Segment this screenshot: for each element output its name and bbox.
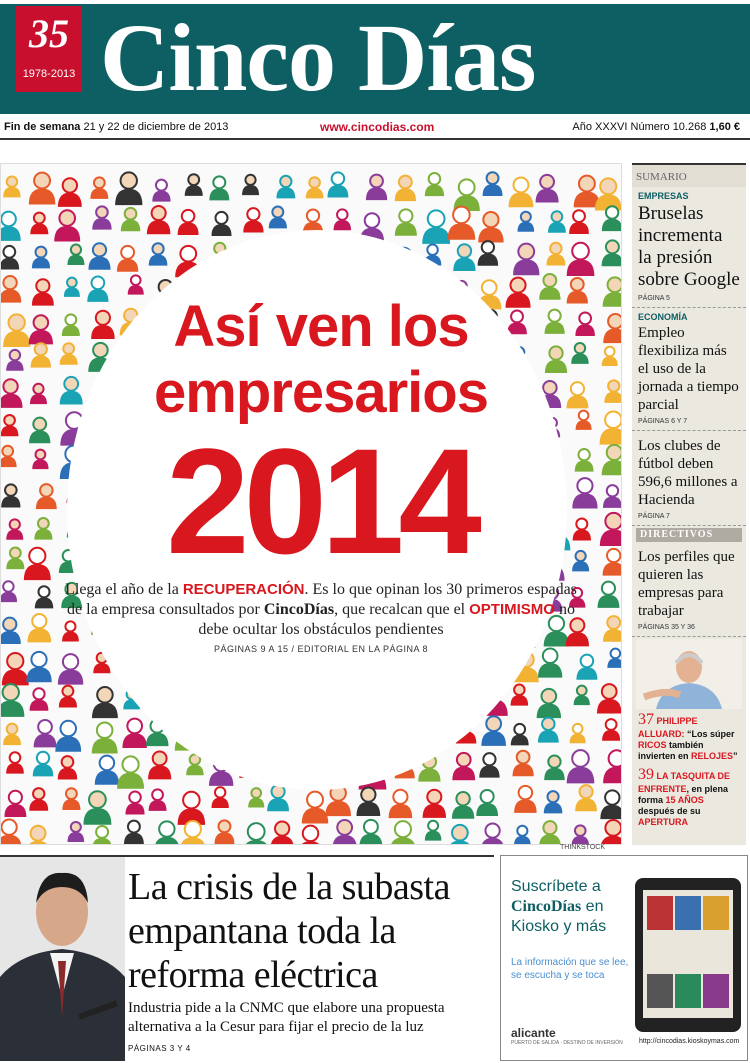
summary-headline: Los perfiles que quieren las empresas para trabajar (638, 549, 735, 619)
person-icon (148, 751, 171, 779)
quote-text: también invierten en (638, 740, 704, 761)
person-icon (600, 513, 622, 546)
person-icon (28, 614, 52, 642)
person-icon (62, 788, 80, 810)
person-icon (88, 243, 110, 270)
summary-headline: Empleo flexibiliza más el uso de la jornada a tiempo parcial (638, 325, 739, 413)
hero-body-text: , que recalcan que el (334, 601, 470, 618)
person-icon (567, 750, 595, 783)
person-icon (92, 206, 111, 229)
person-icon (6, 519, 23, 539)
hero-body-text: . Es lo que opinan los 30 primeros espadas de la empresa consultados por (67, 581, 577, 618)
person-icon (1, 379, 23, 408)
anniversary-years: 1978-2013 (22, 68, 76, 80)
person-icon (2, 653, 29, 685)
person-icon (395, 209, 417, 235)
person-icon (356, 787, 380, 816)
issue-date: 21 y 22 de diciembre de 2013 (83, 121, 229, 133)
person-icon (32, 279, 54, 305)
summary-category: ECONOMÍA (638, 312, 688, 322)
person-icon (269, 207, 287, 229)
person-icon (569, 210, 589, 234)
person-icon (267, 785, 289, 811)
ad-brand-name: CincoDías (511, 898, 582, 915)
person-icon (570, 724, 586, 743)
summary-pages: PÁGINA 7 (638, 513, 670, 520)
person-icon (478, 212, 503, 242)
issue-info (572, 121, 740, 133)
person-icon (4, 791, 26, 817)
person-icon (425, 821, 442, 841)
person-icon (54, 210, 80, 241)
person-icon (117, 756, 144, 788)
summary-pages: PÁGINA 5 (638, 295, 670, 302)
person-icon (209, 176, 229, 200)
person-icon (1, 684, 24, 717)
person-icon (1, 212, 21, 241)
person-icon (602, 719, 620, 741)
person-icon (514, 826, 531, 845)
person-icon (115, 172, 142, 205)
person-icon (248, 788, 264, 807)
person-icon (242, 823, 270, 845)
person-icon (34, 720, 57, 747)
person-icon (178, 792, 206, 825)
person-icon (597, 684, 622, 713)
summary-item[interactable] (632, 431, 746, 526)
masthead (0, 0, 750, 118)
magazine-cover (675, 896, 701, 930)
person-icon (327, 172, 348, 197)
person-icon (603, 750, 622, 783)
person-icon (602, 347, 618, 366)
person-icon (603, 549, 622, 576)
person-icon (1, 484, 20, 507)
person-icon (26, 826, 51, 845)
person-icon (425, 173, 444, 196)
person-icon (149, 789, 167, 811)
quote-text: “Los súper (687, 729, 735, 739)
person-icon (302, 792, 328, 824)
quote-text: , en plena forma (638, 784, 729, 805)
summary-category: EMPRESAS (638, 191, 689, 201)
brand-mention: CincoDías (263, 601, 335, 618)
person-icon (571, 825, 589, 845)
person-icon (1, 581, 17, 602)
ad-url[interactable]: http://cincodias.kioskoymas.com (639, 1038, 740, 1045)
quote-keyword: RICOS (638, 740, 667, 750)
person-icon (359, 820, 382, 845)
person-icon (600, 790, 622, 819)
person-icon (124, 821, 144, 845)
man-portrait-icon (636, 639, 742, 709)
person-icon (325, 785, 351, 816)
person-icon (1, 618, 21, 644)
person-icon (83, 791, 111, 824)
interviewee-photo (636, 639, 742, 709)
magazine-cover (703, 896, 729, 930)
subscription-ad[interactable] (500, 855, 748, 1061)
person-icon (212, 787, 229, 808)
minister-photo (0, 857, 125, 1061)
hero-body-text: no debe ocultar los obstáculos pendientes (198, 601, 575, 638)
edition-label: Fin de semana (4, 121, 81, 133)
person-icon (128, 275, 144, 294)
person-icon (92, 687, 118, 718)
person-icon (29, 418, 50, 444)
person-icon (537, 689, 561, 718)
person-icon (603, 277, 622, 306)
hero-year: 2014 (166, 417, 476, 585)
person-icon (33, 752, 54, 777)
hero-headline-line1: Así ven los (173, 294, 469, 359)
person-icon (1, 246, 19, 270)
person-icon (366, 175, 387, 201)
person-icon (29, 173, 56, 205)
person-icon (544, 755, 565, 780)
person-icon (511, 724, 529, 745)
anniversary-badge (16, 6, 82, 92)
person-icon (117, 246, 138, 272)
person-icon (3, 724, 21, 745)
quote-text: ” (733, 751, 738, 761)
person-icon (3, 176, 20, 197)
partner-logo: alicante (511, 1026, 556, 1040)
person-icon (147, 206, 170, 234)
person-icon (90, 177, 108, 198)
person-icon (476, 790, 498, 816)
person-icon (536, 175, 559, 203)
person-icon (32, 247, 50, 269)
keyword-optimismo: OPTIMISMO (469, 601, 555, 618)
person-icon (576, 655, 597, 680)
person-icon (3, 314, 30, 347)
person-icon (574, 686, 590, 705)
person-icon (95, 756, 119, 785)
tablet-icon (635, 878, 741, 1032)
person-icon (600, 820, 622, 845)
person-icon (58, 654, 83, 685)
partner-subtitle: PUERTO DE SALIDA · DESTINO DE INVERSIÓN (511, 1040, 623, 1046)
person-icon (59, 686, 77, 708)
directivos-label: DIRECTIVOS (636, 528, 742, 542)
person-icon (447, 825, 473, 845)
lead-subhead: Industria pide a la CNMC que elabore una propuesta alternativa a la Cesur para fijar el precio de la luz (128, 1000, 445, 1035)
person-icon (32, 450, 48, 470)
person-icon (30, 688, 49, 711)
person-icon (479, 753, 499, 777)
person-icon (603, 616, 622, 642)
person-icon (511, 685, 529, 706)
keyword-recuperacion: RECUPERACIÓN (182, 581, 305, 598)
sidebar-summary (632, 163, 746, 845)
hero-headline-line2: empresarios (154, 360, 488, 425)
summary-quote[interactable] (632, 764, 746, 830)
website-link[interactable]: www.cincodias.com (320, 120, 435, 134)
person-icon (602, 445, 622, 475)
person-icon (242, 175, 259, 195)
person-icon (29, 315, 53, 344)
ad-tagline: La información que se lee, se escucha y se toca (511, 957, 629, 981)
price: 1,60 € (709, 121, 740, 133)
summary-item[interactable] (632, 308, 746, 431)
person-icon (332, 820, 357, 845)
hero-feature[interactable] (0, 163, 622, 845)
person-icon (243, 208, 263, 232)
person-icon (152, 180, 170, 202)
person-icon (35, 586, 53, 608)
person-icon (423, 790, 446, 818)
summary-item[interactable] (632, 542, 746, 637)
person-icon (575, 785, 597, 811)
person-icon (607, 649, 622, 668)
person-icon (1, 820, 22, 845)
person-icon (509, 177, 534, 207)
person-icon (390, 821, 417, 845)
person-icon (1, 415, 18, 436)
person-icon (58, 178, 82, 207)
person-icon (603, 485, 622, 508)
person-icon (306, 177, 324, 198)
person-icon (6, 350, 23, 371)
summary-headline: Bruselas incrementa la presión sobre Google (638, 203, 740, 290)
person-icon (24, 548, 51, 580)
quote-keyword: 15 AÑOS (665, 795, 704, 805)
person-icon (92, 826, 112, 845)
person-icon (483, 172, 503, 196)
person-icon (602, 240, 622, 266)
person-icon (600, 412, 622, 445)
magazine-cover (703, 974, 729, 1008)
person-icon (513, 244, 539, 276)
person-icon (68, 822, 85, 842)
person-icon (513, 751, 534, 776)
issue-number: Año XXXVI Número 10.268 (572, 121, 707, 133)
sumario-label: SUMARIO (632, 163, 746, 187)
person-icon (31, 343, 51, 367)
quote-name: PHILIPPE ALLUARD: (638, 716, 698, 739)
person-icon (514, 786, 537, 813)
person-icon (55, 721, 81, 752)
lead-headline: La crisis de la subasta empantana toda la reforma eléctrica (128, 866, 450, 996)
person-icon (567, 243, 595, 276)
dateline (0, 118, 750, 140)
person-icon (30, 384, 47, 404)
person-icon (453, 244, 475, 271)
person-icon (538, 718, 559, 743)
hero-body (61, 580, 581, 640)
ad-line1: Suscríbete a (511, 878, 601, 895)
person-icon (518, 212, 535, 232)
quote-keyword: RELOJES (691, 751, 734, 761)
person-icon (452, 792, 474, 819)
person-icon (125, 792, 144, 815)
person-icon (30, 213, 48, 235)
person-icon (58, 756, 77, 779)
hero-body-text: Llega el año de la (65, 581, 183, 598)
quote-keyword: LA TASQUITA DE ENFRENTE (638, 771, 731, 794)
anniversary-number: 35 (29, 11, 69, 56)
person-icon (334, 209, 351, 230)
person-icon (389, 790, 413, 818)
person-icon (1, 446, 17, 467)
person-icon (395, 176, 416, 202)
person-icon (34, 518, 52, 540)
newspaper-title[interactable]: Cinco Días (100, 4, 536, 111)
quote-text: después de su (638, 806, 701, 816)
summary-quote[interactable] (632, 709, 746, 764)
person-icon (546, 243, 565, 266)
person-icon (26, 652, 51, 682)
lead-story[interactable] (0, 855, 494, 1061)
person-icon (178, 210, 199, 235)
person-icon (481, 823, 505, 845)
person-icon (92, 722, 118, 753)
magazine-cover (647, 974, 673, 1008)
tablet-screen (643, 890, 733, 1018)
person-icon (1, 276, 21, 303)
page-number: 39 (638, 766, 654, 783)
magazine-cover (675, 974, 701, 1008)
person-icon (481, 716, 506, 746)
page-number: 37 (638, 711, 654, 728)
person-icon (544, 791, 563, 813)
person-icon (603, 314, 622, 343)
person-icon (122, 719, 146, 748)
hero-text (61, 294, 581, 654)
summary-item[interactable] (632, 187, 746, 308)
person-icon (6, 547, 24, 569)
person-icon (270, 821, 294, 845)
person-icon (185, 174, 203, 196)
person-icon (154, 821, 180, 845)
ad-brand (511, 898, 603, 916)
ad-line3: Kiosko y más (511, 918, 607, 935)
person-icon (36, 484, 57, 509)
person-icon (211, 212, 231, 236)
person-icon (29, 788, 48, 811)
person-icon (548, 211, 566, 232)
summary-headline: Los clubes de fútbol deben 596,6 millones a Hacienda (638, 438, 738, 508)
person-icon (595, 178, 622, 210)
person-icon (276, 176, 295, 199)
person-icon (454, 179, 480, 211)
person-icon (121, 208, 141, 231)
lead-pages: PÁGINAS 3 Y 4 (128, 1044, 191, 1053)
person-icon (539, 821, 561, 845)
person-icon (6, 752, 24, 773)
person-icon (598, 582, 620, 608)
person-icon (298, 826, 324, 845)
photo-credit: THINKSTOCK (560, 844, 605, 851)
magazine-cover (647, 896, 673, 930)
edition-date (4, 121, 228, 133)
person-icon (452, 753, 475, 780)
ad-brand-suffix: en (581, 898, 604, 915)
person-icon (149, 243, 168, 265)
person-icon (478, 241, 499, 266)
person-icon (422, 210, 450, 243)
person-icon (214, 820, 234, 844)
person-icon (448, 207, 476, 240)
person-icon (67, 245, 84, 265)
person-icon (604, 380, 622, 403)
summary-pages: PÁGINAS 35 Y 36 (638, 624, 695, 631)
summary-pages: PÁGINAS 6 Y 7 (638, 418, 688, 425)
hero-pages: PÁGINAS 9 A 15 / EDITORIAL EN LA PÁGINA 8 (213, 644, 429, 654)
quote-keyword: APERTURA (638, 817, 689, 827)
